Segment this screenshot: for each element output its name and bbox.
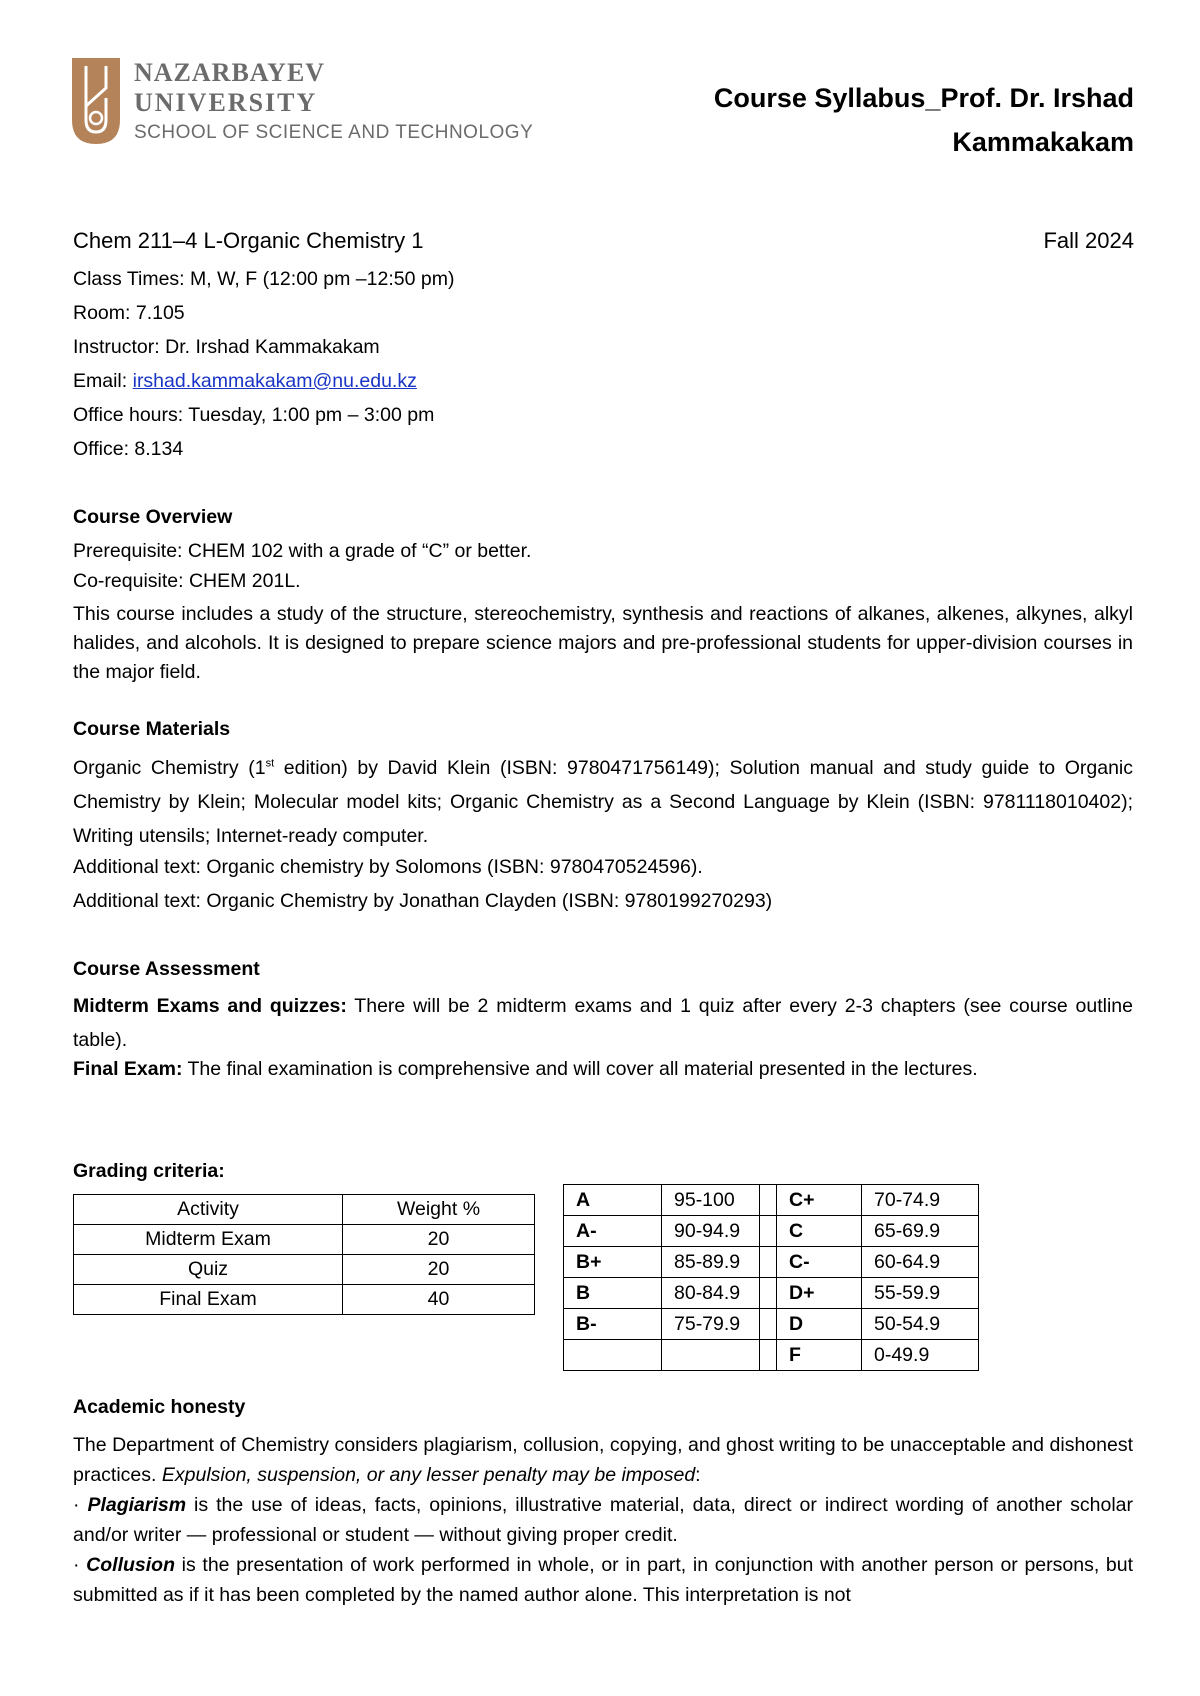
spacer-cell (760, 1185, 777, 1216)
range-cell: 85-89.9 (662, 1247, 760, 1278)
spacer-cell (760, 1309, 777, 1340)
university-logo (70, 58, 570, 148)
grade-cell (564, 1340, 662, 1371)
email-line (73, 370, 417, 393)
honesty-heading: Academic honesty (73, 1396, 246, 1418)
overview-description: This course includes a study of the structure, stereochemistry, synthesis and reactions of alkanes, alkenes, alkynes, alkyl halides, and alcohols. It is designed to prepare science majors and pre-professional students for upper-division courses in the major field. (73, 603, 1133, 683)
course-title: Chem 211–4 L-Organic Chemistry 1 (73, 228, 424, 253)
table-row (564, 1278, 979, 1309)
logo-line-2: UNIVERSITY (134, 88, 318, 117)
range-cell: 75-79.9 (662, 1309, 760, 1340)
spacer-cell (760, 1340, 777, 1371)
table-header-row (74, 1195, 535, 1225)
table-cell: 20 (343, 1225, 535, 1255)
grade-cell: D+ (777, 1278, 862, 1309)
email-link[interactable]: irshad.kammakakam@nu.edu.kz (132, 370, 417, 392)
office: Office: 8.134 (73, 438, 184, 460)
table-cell: Quiz (74, 1255, 343, 1285)
range-cell: 60-64.9 (862, 1247, 979, 1278)
table-row (74, 1285, 535, 1315)
grade-cell: A (564, 1185, 662, 1216)
grade-cell: B+ (564, 1247, 662, 1278)
table-row (564, 1247, 979, 1278)
table-row (74, 1225, 535, 1255)
column-header: Weight % (343, 1195, 535, 1225)
university-crest-icon (70, 58, 122, 144)
corequisite: Co-requisite: CHEM 201L. (73, 570, 301, 592)
honesty-paragraph: The Department of Chemistry considers plagiarism, collusion, copying, and ghost writing to be unacceptable and dishonest practices. Expulsion, suspension, or any lesser penalty may be imposed: · Plagiarism is the use of ideas, facts, opinions, illustrative material, data, direct or indirect wording of another scholar and/or writer — professional or student — without giving proper credit. · Collusion is the presentation of work performed in whole, or in part, in conjunction with another person or persons, but submitted as if it has been completed by the named author alone. This interpretation is not (73, 1434, 1134, 1606)
grade-cell: A- (564, 1216, 662, 1247)
table-row (564, 1309, 979, 1340)
table-cell: Midterm Exam (74, 1225, 343, 1255)
final-exam-paragraph: Final Exam: The final examination is comprehensive and will cover all material presented in the lectures. (73, 1058, 978, 1080)
grade-cell: B- (564, 1309, 662, 1340)
range-cell (662, 1340, 760, 1371)
range-cell: 55-59.9 (862, 1278, 979, 1309)
additional-text-1: Additional text: Organic chemistry by Solomons (ISBN: 9780470524596). (73, 856, 703, 878)
table-row (74, 1255, 535, 1285)
range-cell: 90-94.9 (662, 1216, 760, 1247)
table-cell: 40 (343, 1285, 535, 1315)
logo-line-1: NAZARBAYEV (134, 58, 326, 87)
materials-main: Organic Chemistry (1st edition) by David Klein (ISBN: 9780471756149); Solution manual and study guide to Organic Chemistry by Klein; Molecular model kits; Organic Chemistry as a Second Language by Klein (ISBN: 9781118010402); Writing utensils; Internet-ready computer. (73, 757, 1134, 847)
prerequisite: Prerequisite: CHEM 102 with a grade of “C” or better. (73, 540, 532, 562)
overview-heading: Course Overview (73, 506, 233, 528)
instructor: Instructor: Dr. Irshad Kammakakam (73, 336, 380, 358)
grade-cell: C- (777, 1247, 862, 1278)
grade-cell: B (564, 1278, 662, 1309)
spacer-cell (760, 1216, 777, 1247)
materials-heading: Course Materials (73, 718, 231, 740)
column-header: Activity (74, 1195, 343, 1225)
class-times: Class Times: M, W, F (12:00 pm –12:50 pm) (73, 268, 455, 290)
spacer-cell (760, 1247, 777, 1278)
office-hours: Office hours: Tuesday, 1:00 pm – 3:00 pm (73, 404, 435, 426)
range-cell: 95-100 (662, 1185, 760, 1216)
midterm-paragraph: Midterm Exams and quizzes: There will be 2 midterm exams and 1 quiz after every 2-3 chapters (see course outline table). (73, 995, 1133, 1051)
grading-weight-table (73, 1194, 535, 1315)
assessment-heading: Course Assessment (73, 958, 260, 980)
grading-heading: Grading criteria: (73, 1160, 225, 1182)
grade-cell: F (777, 1340, 862, 1371)
range-cell: 65-69.9 (862, 1216, 979, 1247)
logo-line-3: SCHOOL OF SCIENCE AND TECHNOLOGY (134, 122, 534, 143)
room: Room: 7.105 (73, 302, 185, 324)
grade-cell: C+ (777, 1185, 862, 1216)
range-cell: 0-49.9 (862, 1340, 979, 1371)
grade-scale-table (563, 1184, 979, 1371)
table-row (564, 1185, 979, 1216)
email-label: Email: (73, 370, 133, 392)
table-row (564, 1340, 979, 1371)
syllabus-title: Course Syllabus_Prof. Dr. Irshad Kammakakam (713, 83, 1134, 157)
grade-cell: D (777, 1309, 862, 1340)
range-cell: 70-74.9 (862, 1185, 979, 1216)
range-cell: 80-84.9 (662, 1278, 760, 1309)
table-cell: 20 (343, 1255, 535, 1285)
range-cell: 50-54.9 (862, 1309, 979, 1340)
course-term: Fall 2024 (1043, 228, 1134, 253)
grade-cell: C (777, 1216, 862, 1247)
table-row (564, 1216, 979, 1247)
table-cell: Final Exam (74, 1285, 343, 1315)
additional-text-2: Additional text: Organic Chemistry by Jonathan Clayden (ISBN: 9780199270293) (73, 890, 773, 912)
spacer-cell (760, 1278, 777, 1309)
